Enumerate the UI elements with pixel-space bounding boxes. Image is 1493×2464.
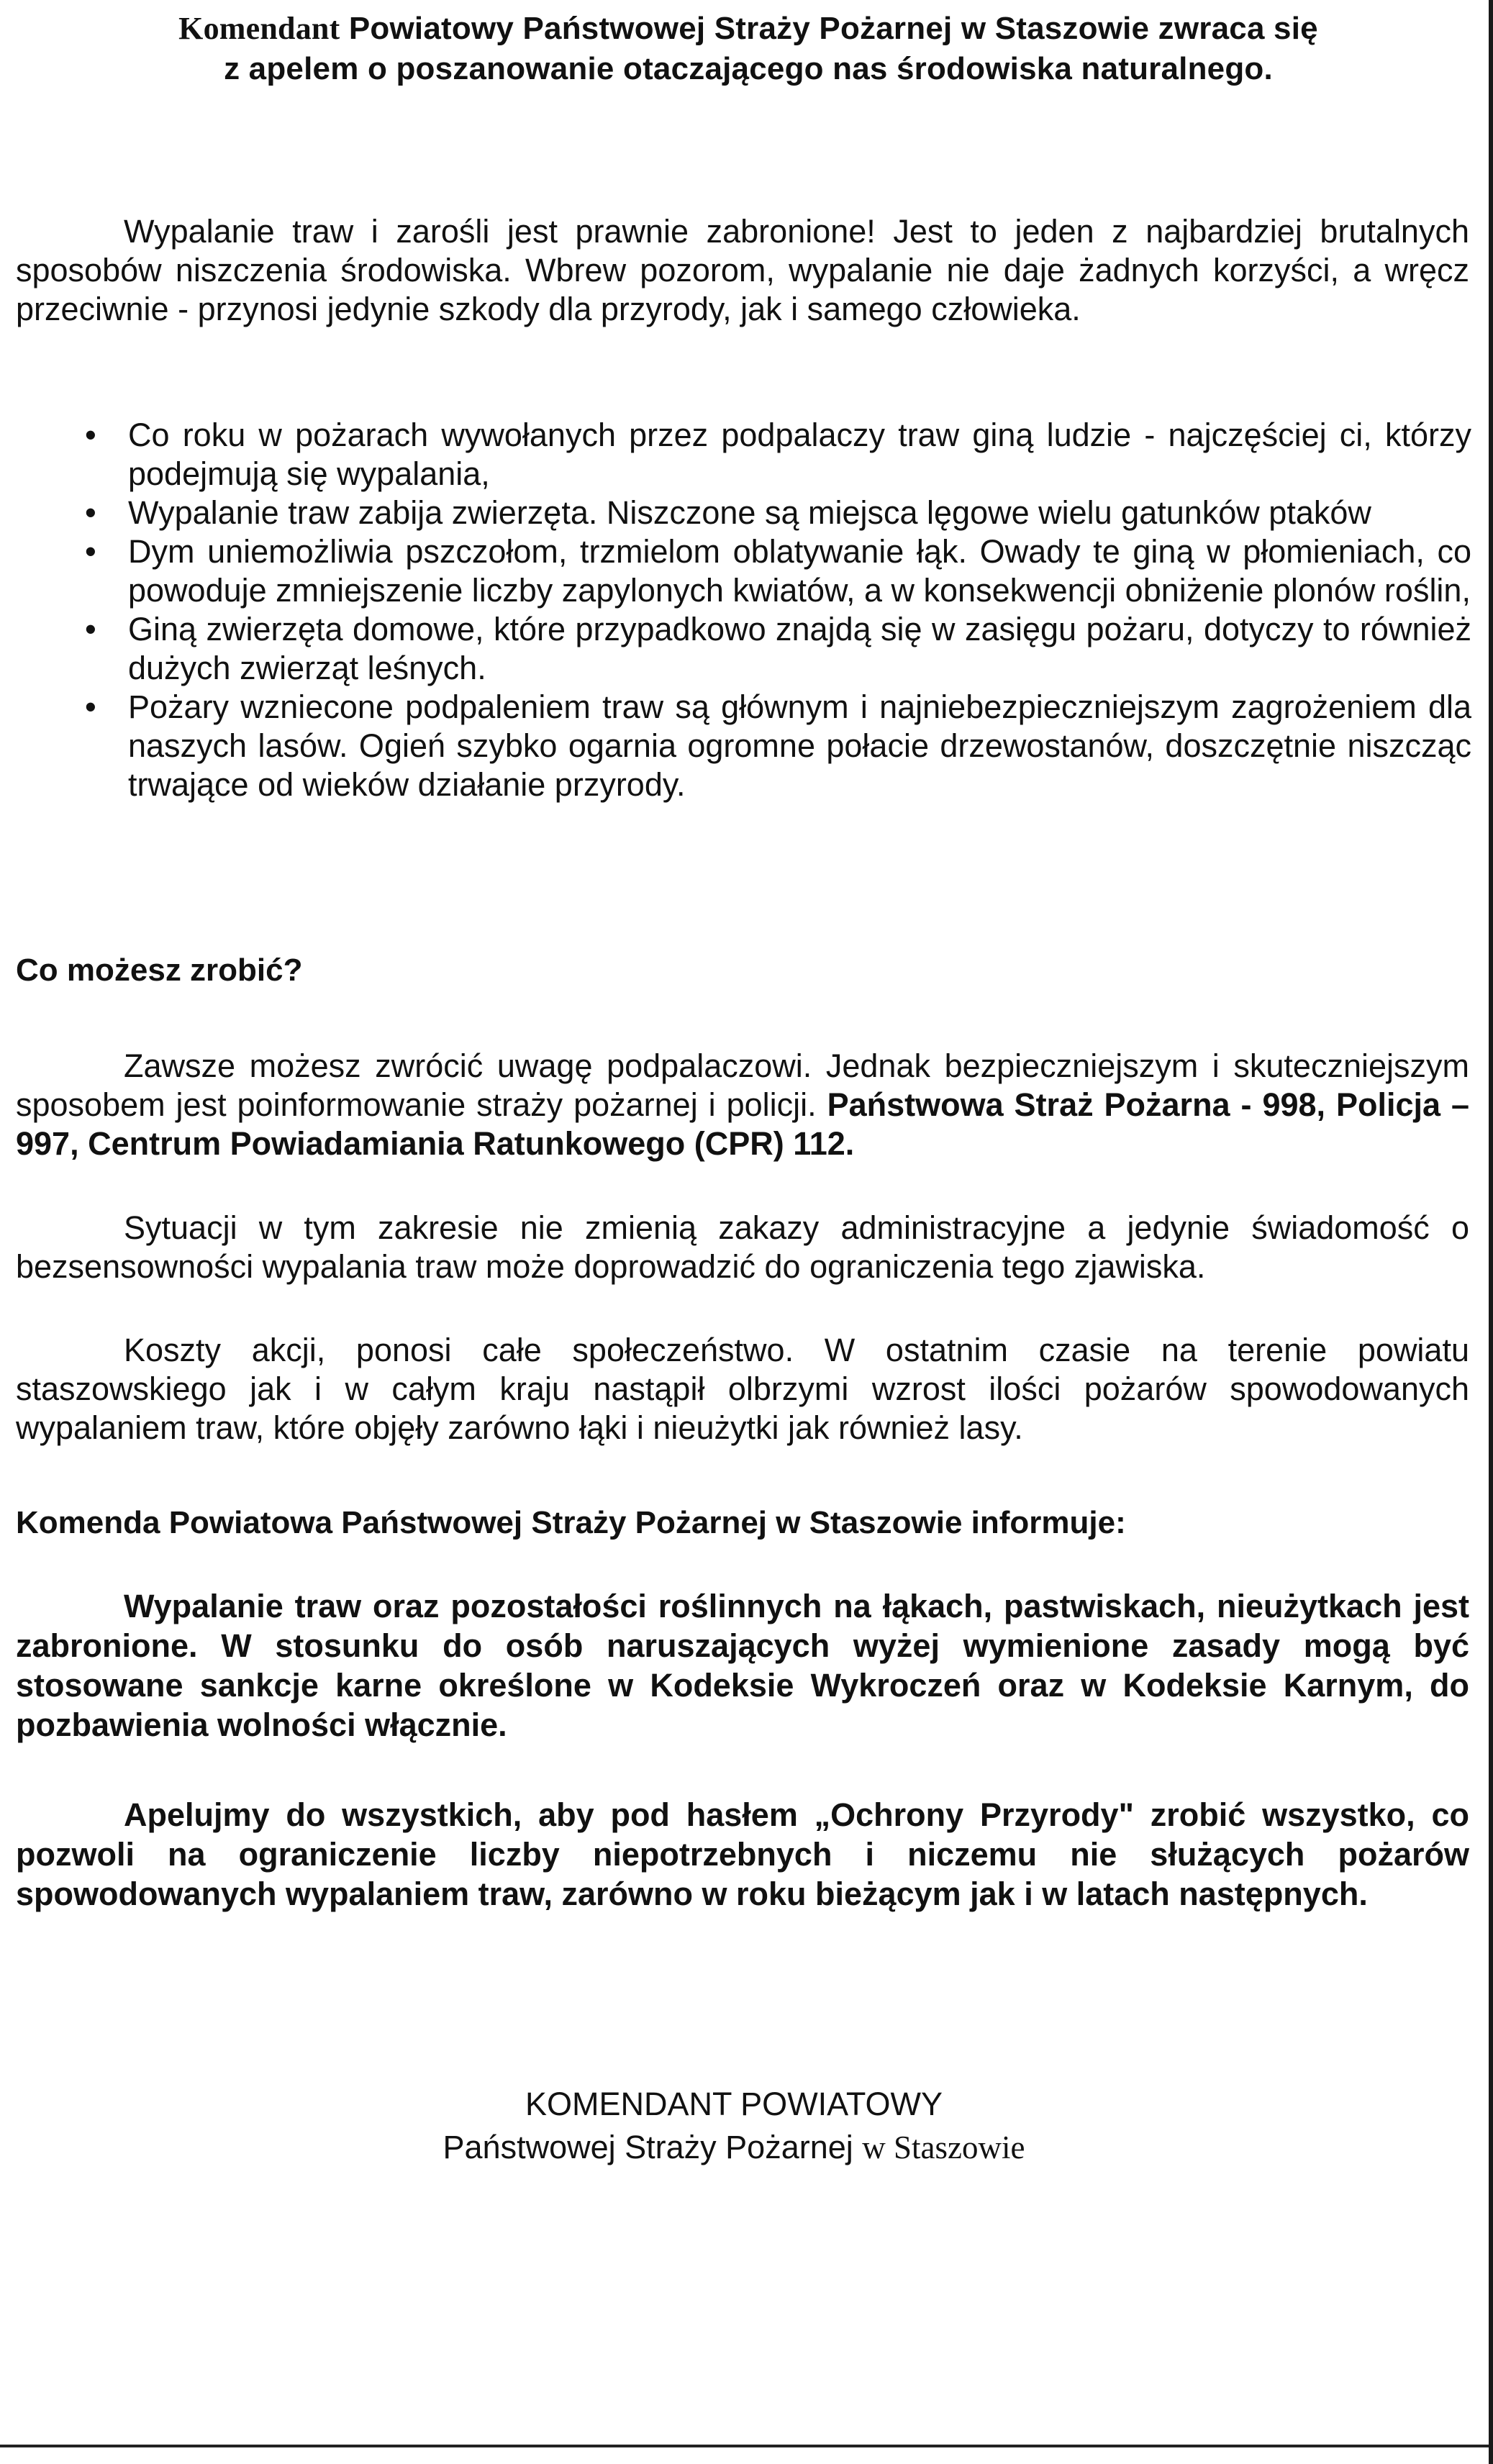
signature-block — [374, 2083, 1094, 2169]
section-heading: Co możesz zrobić? — [16, 953, 303, 988]
list-item — [79, 610, 1471, 688]
bottom-scan-edge — [0, 2445, 1493, 2447]
bullet-icon: • — [85, 494, 96, 531]
prohibition-paragraph: Wypalanie traw oraz pozostałości roślinnych na łąkach, pastwiskach, nieużytkach jest zabronione. W stosunku do osób naruszających wyżej wymienione zasady mogą być stosowane sankcje karne określone w Kodeksie Wykroczeń oraz w Kodeksie Karnym, do pozbawienia wolności włącznie. — [16, 1588, 1469, 1743]
bullet-icon: • — [85, 417, 96, 453]
informs-heading: Komenda Powiatowa Państwowej Straży Pożarnej w Staszowie informuje: — [16, 1505, 1126, 1540]
header-line-1-rest: Powiatowy Państwowej Straży Pożarnej w Staszowie zwraca się — [340, 11, 1318, 46]
right-scan-edge — [1489, 0, 1493, 2464]
bullet-icon: • — [85, 611, 96, 647]
intro-paragraph: Wypalanie traw i zarośli jest prawnie zabronione! Jest to jeden z najbardziej brutalnych sposobów niszczenia środowiska. Wbrew pozorom, wypalanie nie daje żadnych korzyści, a wręcz przeciwnie - przynosi jedynie szkody dla przyrody, jak i samego człowieka. — [16, 213, 1469, 327]
signature-location: w Staszowie — [862, 2129, 1025, 2165]
emergency-numbers: Państwowa Straż Pożarna - 998, Policja – 997, Centrum Powiadamiania Ratunkowego (CPR) 112. — [16, 1086, 1469, 1162]
signature-institution — [374, 2126, 1094, 2169]
list-item-text: Co roku w pożarach wywołanych przez podpalaczy traw giną ludzie - najczęściej ci, którzy podejmują się wypalania, — [128, 417, 1471, 492]
costs-paragraph: Koszty akcji, ponosi całe społeczeństwo. W ostatnim czasie na terenie powiatu staszowskiego jak i w całym kraju nastąpił olbrzymi wzrost ilości pożarów spowodowanych wypalaniem traw, które objęły zarówno łąki i nieużytki jak również lasy. — [16, 1332, 1469, 1446]
consequences-list — [79, 416, 1471, 804]
contact-paragraph — [16, 1047, 1469, 1163]
bullet-icon: • — [85, 688, 96, 725]
signature-title: KOMENDANT POWIATOWY — [525, 2086, 943, 2122]
awareness-paragraph: Sytuacji w tym zakresie nie zmienią zakazy administracyjne a jedynie świadomość o bezsensowności wypalania traw może doprowadzić do ograniczenia tego zjawiska. — [16, 1209, 1469, 1285]
list-item-text: Dym uniemożliwia pszczołom, trzmielom oblatywanie łąk. Owady te giną w płomieniach, co powoduje zmniejszenie liczby zapylonych kwiatów, a w konsekwencji obniżenie plonów roślin, — [128, 533, 1471, 609]
list-item-text: Wypalanie traw zabija zwierzęta. Niszczone są miejsca lęgowe wielu gatunków ptaków — [128, 494, 1371, 531]
signature-institution-name: Państwowej Straży Pożarnej — [443, 2129, 863, 2165]
list-item — [79, 416, 1471, 494]
list-item-text: Pożary wzniecone podpaleniem traw są głównym i najniebezpieczniejszym zagrożeniem dla naszych lasów. Ogień szybko ogarnia ogromne połacie drzewostanów, doszczętnie niszcząc trwające od wieków działanie przyrody. — [128, 688, 1471, 803]
contact-text: Zawsze możesz zwrócić uwagę podpalaczowi. Jednak bezpieczniejszym i skuteczniejszym sposobem jest poinformowanie straży pożarnej i policji. — [16, 1047, 1469, 1123]
header-line-1 — [79, 9, 1417, 49]
appeal-paragraph: Apelujmy do wszystkich, aby pod hasłem „Ochrony Przyrody" zrobić wszystko, co pozwoli na ograniczenie liczby niepotrzebnych i niczemu nie służących pożarów spowodowanych wypalaniem traw, zarówno w roku bieżącym jak i w latach następnych. — [16, 1796, 1469, 1912]
list-item — [79, 688, 1471, 804]
list-item — [79, 494, 1471, 532]
list-item — [79, 532, 1471, 610]
header-line-1-prefix: Komendant — [178, 11, 340, 46]
bullet-icon: • — [85, 533, 96, 570]
document-header — [79, 9, 1417, 89]
list-item-text: Giną zwierzęta domowe, które przypadkowo znajdą się w zasięgu pożaru, dotyczy to również dużych zwierząt leśnych. — [128, 611, 1471, 686]
header-line-2: z apelem o poszanowanie otaczającego nas środowiska naturalnego. — [224, 51, 1273, 86]
